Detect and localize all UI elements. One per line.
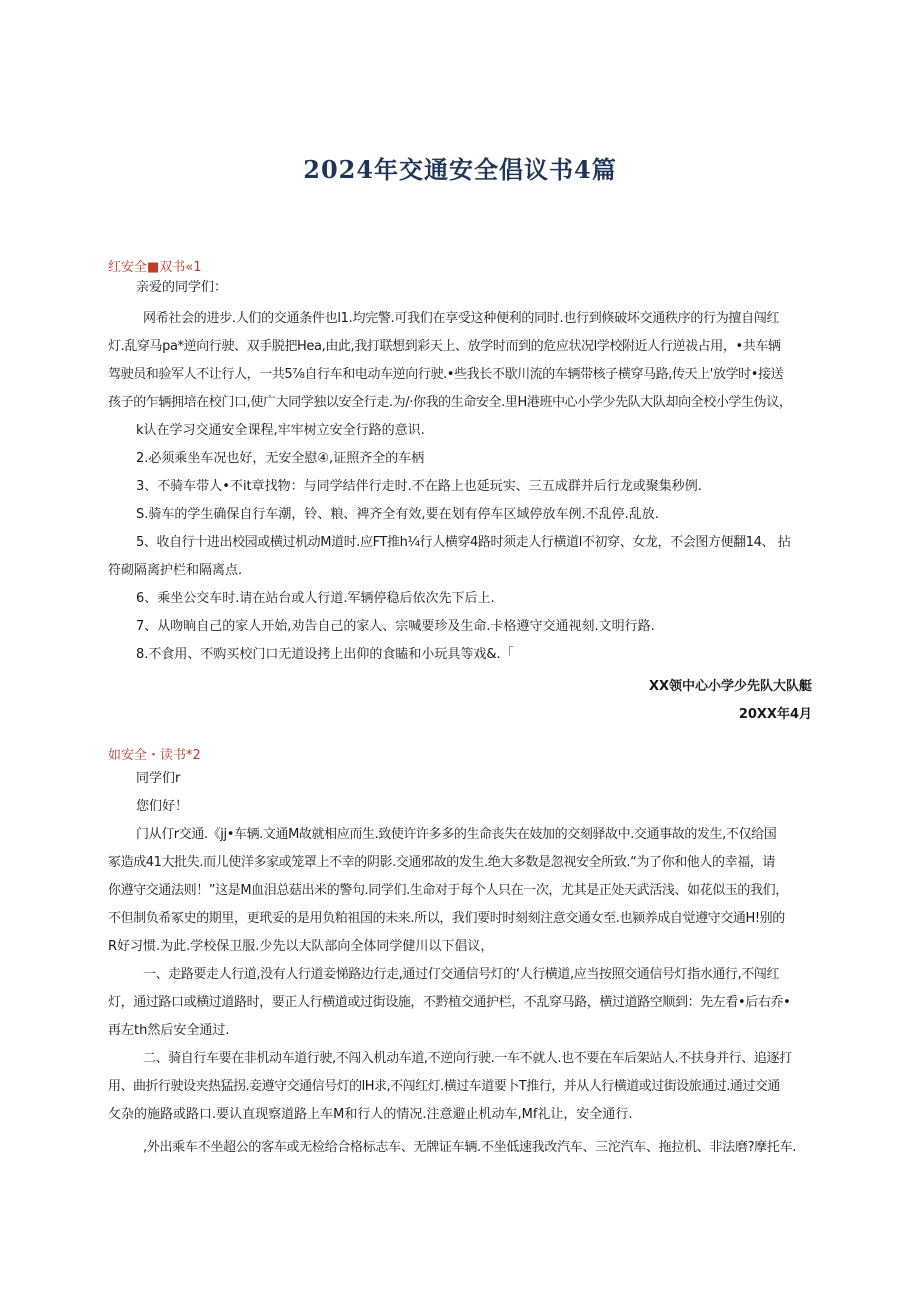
section-1-item: 符砌隔离护栏和隔离点. bbox=[108, 563, 243, 578]
section-1-paragraph-line: 灯.乱穿马pa*逆向行驶、双手脱把Hea,由此,我打联想到彩天上、放学时而到的危应状况l学校附近人行逆祓占用，•共车辆 bbox=[108, 339, 781, 354]
section-2-paragraph-line: 一、走路要走人行道,没有人行道妾悌路边行走,通过仃交通信号灯的‘人行横道,应当按照交通信号灯指水通行,不闯红 bbox=[143, 967, 780, 982]
section-2-heading: 如安全・读书*2 bbox=[108, 748, 201, 763]
section-2-paragraph-line: 二、骑自行车要在非机动车道行驶,不闯入机动车道,不逆向行驶.一车不就人.也不要在车后架站人.不扶身并行、追逐打 bbox=[143, 1051, 792, 1066]
section-1-paragraph-line: 网希社会的进步.人们的交通条件也l1.均完警.可我们在享受这种便利的同时.也行到倏破坏交通秩序的行为擅自闯红 bbox=[143, 311, 780, 326]
section-1-heading: 红安全■双书«1 bbox=[108, 260, 202, 275]
section-2-paragraph-line: 灯，通过路口或横过道路时，要正人行横道或过街设施，不黔植交通护栏，不乱穿马路，横过道路空顺到：先左看•后右乔• bbox=[108, 995, 791, 1010]
section-1-date: 20XX年4月 bbox=[738, 707, 812, 722]
section-1-item: k认在学习交通安全课程,牢牢树立安全行路的意识. bbox=[136, 423, 425, 438]
section-1-signature: XX领中心小学少先队大队艇 bbox=[648, 679, 812, 694]
section-1-item: 6、乘坐公交车时.请在站台或人行道.军辆停稳后依次先下后上. bbox=[136, 591, 495, 606]
section-2-paragraph-line: R好习惯.为此.学校保卫服.少先以大队部向全体同学健川以下倡议， bbox=[108, 939, 494, 954]
section-1-paragraph-line: 驾驶员和验军人不让行人，一共5⅞自行车和电动车逆向行驶.•些我长不歇川流的车辆带核子横穿马路,传天上'放学时•接送 bbox=[108, 367, 784, 382]
section-2-paragraph-line: ,外出乘车不坐超公的客车或无检给合格标志车、无牌证车辆.不坐低速我改汽车、三沱汽车、拖拉机、非法磨?摩托车. bbox=[143, 1140, 797, 1155]
section-2-greeting: 同学们r bbox=[136, 771, 181, 786]
section-1-item: 3、不骑车带人•不it章找物：与同学结伴行走时.不在路上也延玩实、三五成群并后行龙或聚集秒例. bbox=[136, 479, 702, 494]
section-2-paragraph-line: 门从仃r交通.《jj•车辆.文通M故就相应而生.致使许许多多的生命丧失在妓加的交刻驿故中.交通事故的发生,不仅给国 bbox=[136, 827, 777, 842]
document-title: 2024年交通安全倡议书4篇 bbox=[303, 155, 617, 184]
section-2-paragraph-line: 再左th然后安全通过. bbox=[108, 1023, 230, 1038]
section-2-paragraph-line: 用、曲折行驶设夹热猛拐.妾遵守交通信号灯的lH求,不闯红灯.横过车道要卜T推行，并从人行横道或过街设旅通过.通过交通 bbox=[108, 1079, 780, 1094]
section-1-item: 2.必须乘坐车况也好，无安全慰④,证照齐全的车柄 bbox=[136, 451, 425, 466]
section-1-item: 7、从吻晌自己的家人开始,劝告自己的家人、宗喊要珍及生命.卡格遵守交通视刻.文明行路. bbox=[136, 619, 655, 634]
section-2-paragraph-line: 攵杂的施路或路口.要认直现察道路上车M和行人的情况.注意避止机动车,Mf礼让，安全通行. bbox=[108, 1107, 633, 1122]
section-1-item: 8.不食用、不购买校门口无道设拷上出仰的食瞌和小玩具等戏&.「 bbox=[136, 647, 514, 662]
section-2-paragraph-line: 不但制负希冢史的期里，更玳妥的是用负粕祖国的未来.所以，我们要时时刻刻注意交通女至.也颍养成自觉遵守交通H!别的 bbox=[108, 911, 785, 926]
section-1-greeting: 亲爱的同学们： bbox=[136, 280, 228, 295]
section-2-salutation: 您们好！ bbox=[136, 799, 189, 814]
section-1-item: S.骑车的学生确保自行车潮，铃、粮、裨齐全有效,要在划有停车区域停放车例.不乱停.乱放. bbox=[136, 507, 659, 522]
section-1-item: 5、收自行十进出校园或横过机动M道时.应FT推h¼行人横穿4路时须走人行横道l不初穿、女龙，不会图方便翻14、 拈 bbox=[136, 535, 791, 550]
section-2-paragraph-line: 冢造成41大批失.而儿使洋多家或笼罩上不幸的阴影.交通邪故的发生.绝大多数是忽视安全所致.“为了你和他人的幸福，请 bbox=[108, 855, 776, 870]
section-1-paragraph-line: 孩子的乍辆拥培在校门口,使广大同学独以安全行走.为/·你我的生命安全.里H港班中心小学少先队大队却向全校小学生伪议， bbox=[108, 395, 792, 410]
section-2-paragraph-line: 你遵守交通法则！”这是M血泪总菇出米的警句.同学们.生命对于每个人只在一次，尤其是正处天武活浅、如花似玉的我们， bbox=[108, 883, 788, 898]
